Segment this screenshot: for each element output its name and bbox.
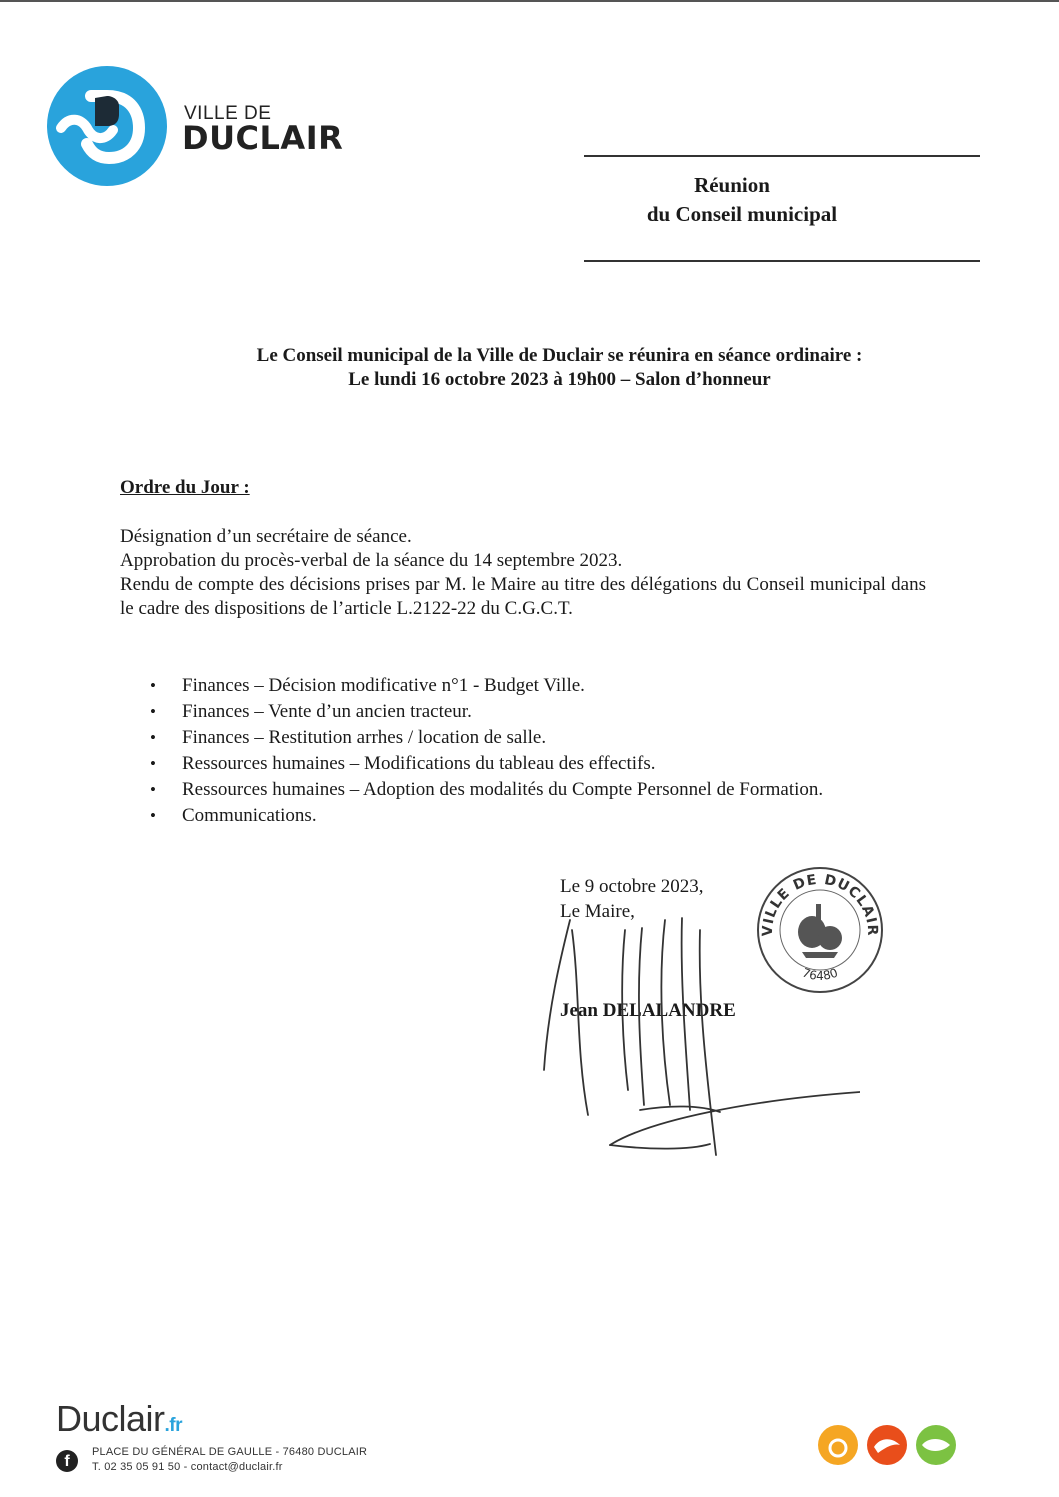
header-rule-top <box>584 155 980 157</box>
agenda-paragraph-3: Rendu de compte des décisions prises par M. le Maire au titre des délégations du Conseil municipal dans le cadre des dispositions de l’article L.2122-22 du C.G.C.T. <box>120 574 926 619</box>
list-item: • Ressources humaines – Modifications du tableau des effectifs. <box>150 751 823 777</box>
header-rule-bottom <box>584 260 980 262</box>
announcement-line1: Le Conseil municipal de la Ville de Duclair se réunira en séance ordinaire : <box>256 345 863 366</box>
list-item: • Finances – Vente d’un ancien tracteur. <box>150 699 823 725</box>
top-border-line <box>0 0 1059 2</box>
seal-top-text: VILLE DE DUCLAIR <box>759 871 881 937</box>
signature-name: Jean DELALANDRE <box>560 1000 736 1021</box>
duclair-logo-icon <box>47 66 167 186</box>
list-item: • Ressources humaines – Adoption des modalités du Compte Personnel de Formation. <box>150 777 823 803</box>
header-title-line1: Réunion <box>694 173 770 197</box>
list-item: • Finances – Décision modificative n°1 - Budget Ville. <box>150 673 823 699</box>
list-item: • Finances – Restitution arrhes / location de salle. <box>150 725 823 751</box>
agenda-title: Ordre du Jour : <box>120 477 250 498</box>
header-title-line2: du Conseil municipal <box>646 202 838 226</box>
agenda-item-list <box>150 673 823 829</box>
footer-contact: T. 02 35 05 91 50 - contact@duclair.fr <box>92 1461 283 1473</box>
agenda-paragraph-2: Approbation du procès-verbal de la séance du 14 septembre 2023. <box>120 550 623 571</box>
announcement-line2: Le lundi 16 octobre 2023 à 19h00 – Salon d’honneur <box>348 369 771 390</box>
list-item: • Communications. <box>150 803 823 829</box>
seal-bottom-text: 76480 <box>800 965 840 983</box>
footer-brand-name: Duclair <box>56 1398 165 1439</box>
apple-badge-icon <box>818 1425 858 1465</box>
footer-brand <box>56 1398 182 1440</box>
footer-brand-suffix: .fr <box>164 1415 183 1436</box>
city-seal-icon <box>752 862 888 998</box>
facebook-icon[interactable]: f <box>56 1450 78 1472</box>
signature-date: Le 9 octobre 2023, <box>560 876 704 897</box>
svg-text:76480 <box>800 966 839 983</box>
agenda-paragraph-1: Désignation d’un secrétaire de séance. <box>120 526 412 547</box>
signature-role: Le Maire, <box>560 901 635 922</box>
logo-duclair: DUCLAIR <box>182 119 344 157</box>
footer-badge-icons <box>816 1423 958 1467</box>
logo-ville-de: VILLE DE <box>184 103 272 124</box>
footer-address: PLACE DU GÉNÉRAL DE GAULLE - 76480 DUCLAIR <box>92 1446 368 1458</box>
